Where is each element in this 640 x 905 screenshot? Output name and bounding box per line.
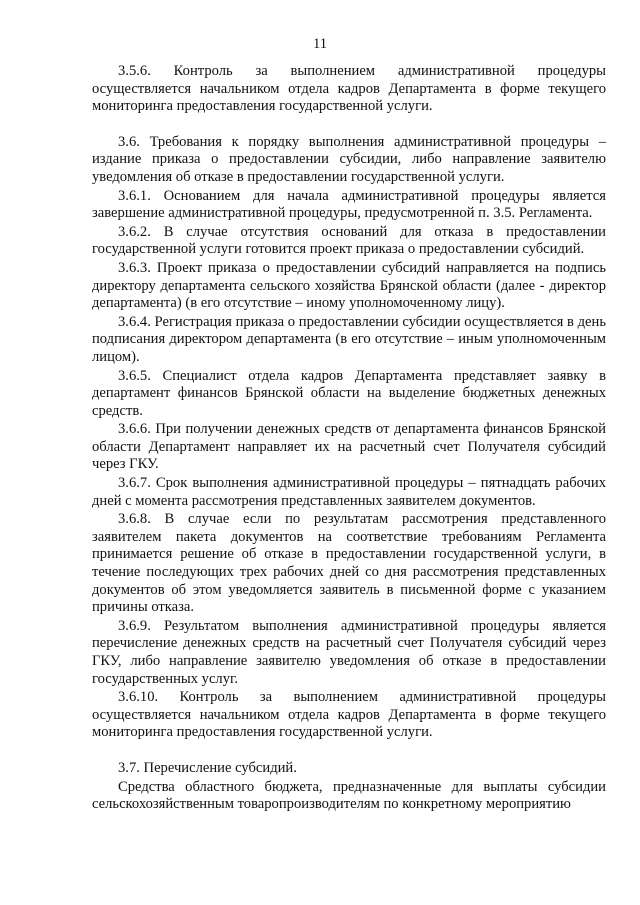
paragraph: 3.6.9. Результатом выполнения административной процедуры является перечисление денежных средств на расчетный счет Получателя субсидий через ГКУ, либо направление заявителю уведомления об отказе в предоставлении государственных услуг. xyxy=(92,617,606,687)
paragraph: 3.6.7. Срок выполнения административной процедуры – пятнадцать рабочих дней с момента рассмотрения представленных заявителем документов. xyxy=(92,475,606,509)
paragraph-spacer xyxy=(92,117,606,134)
paragraph: 3.6.3. Проект приказа о предоставлении субсидий направляется на подпись директору департамента сельского хозяйства Брянской области (далее - директор департамента) (в его отсутствие – иному уполномоченному лицу). xyxy=(92,259,606,312)
paragraph: 3.6.8. В случае если по результатам рассмотрения представленного заявителем пакета документов на соответствие требованиям Регламента принимается решение об отказе в предоставлении государственной услуги, в течение последующих трех рабочих дней со дня рассмотрения представленных документов об этом уведомляется заявитель в письменной форме с указанием причины отказа. xyxy=(92,511,606,616)
paragraph: 3.6.6. При получении денежных средств от департамента финансов Брянской области Департамент направляет их на расчетный счет Получателя субсидий через ГКУ. xyxy=(92,421,606,473)
paragraph: 3.6.10. Контроль за выполнением административной процедуры осуществляется начальником отдела кадров Департамента в форме текущего мониторинга предоставления государственной услуги. xyxy=(92,689,606,741)
paragraph: 3.6. Требования к порядку выполнения административной процедуры – издание приказа о предоставлении субсидии, либо направление заявителю уведомления об отказе в предоставлении государственной услуги. xyxy=(92,133,606,185)
paragraph-spacer xyxy=(92,743,606,760)
paragraph: 3.6.1. Основанием для начала административной процедуры является завершение административной процедуры, предусмотренной п. 3.5. Регламента. xyxy=(92,187,606,222)
document-body xyxy=(92,63,606,815)
paragraph: 3.6.4. Регистрация приказа о предоставлении субсидии осуществляется в день подписания директором департамента (в его отсутствие – иным уполномоченным лицом). xyxy=(92,313,606,365)
paragraph: 3.6.5. Специалист отдела кадров Департамента представляет заявку в департамент финансов Брянской области на выделение бюджетных денежных средств. xyxy=(92,367,606,419)
paragraph: Средства областного бюджета, предназначенные для выплаты субсидии сельскохозяйственным товаропроизводителям по конкретному мероприятию xyxy=(92,778,606,813)
page-number: 11 xyxy=(312,36,328,52)
paragraph: 3.6.2. В случае отсутствия оснований для отказа в предоставлении государственной услуги готовится проект приказа о предоставлении субсидий. xyxy=(92,223,606,258)
paragraph: 3.5.6. Контроль за выполнением административной процедуры осуществляется начальником отдела кадров Департамента в форме текущего мониторинга предоставления государственной услуги. xyxy=(92,63,606,115)
section-heading: 3.7. Перечисление субсидий. xyxy=(118,759,297,776)
